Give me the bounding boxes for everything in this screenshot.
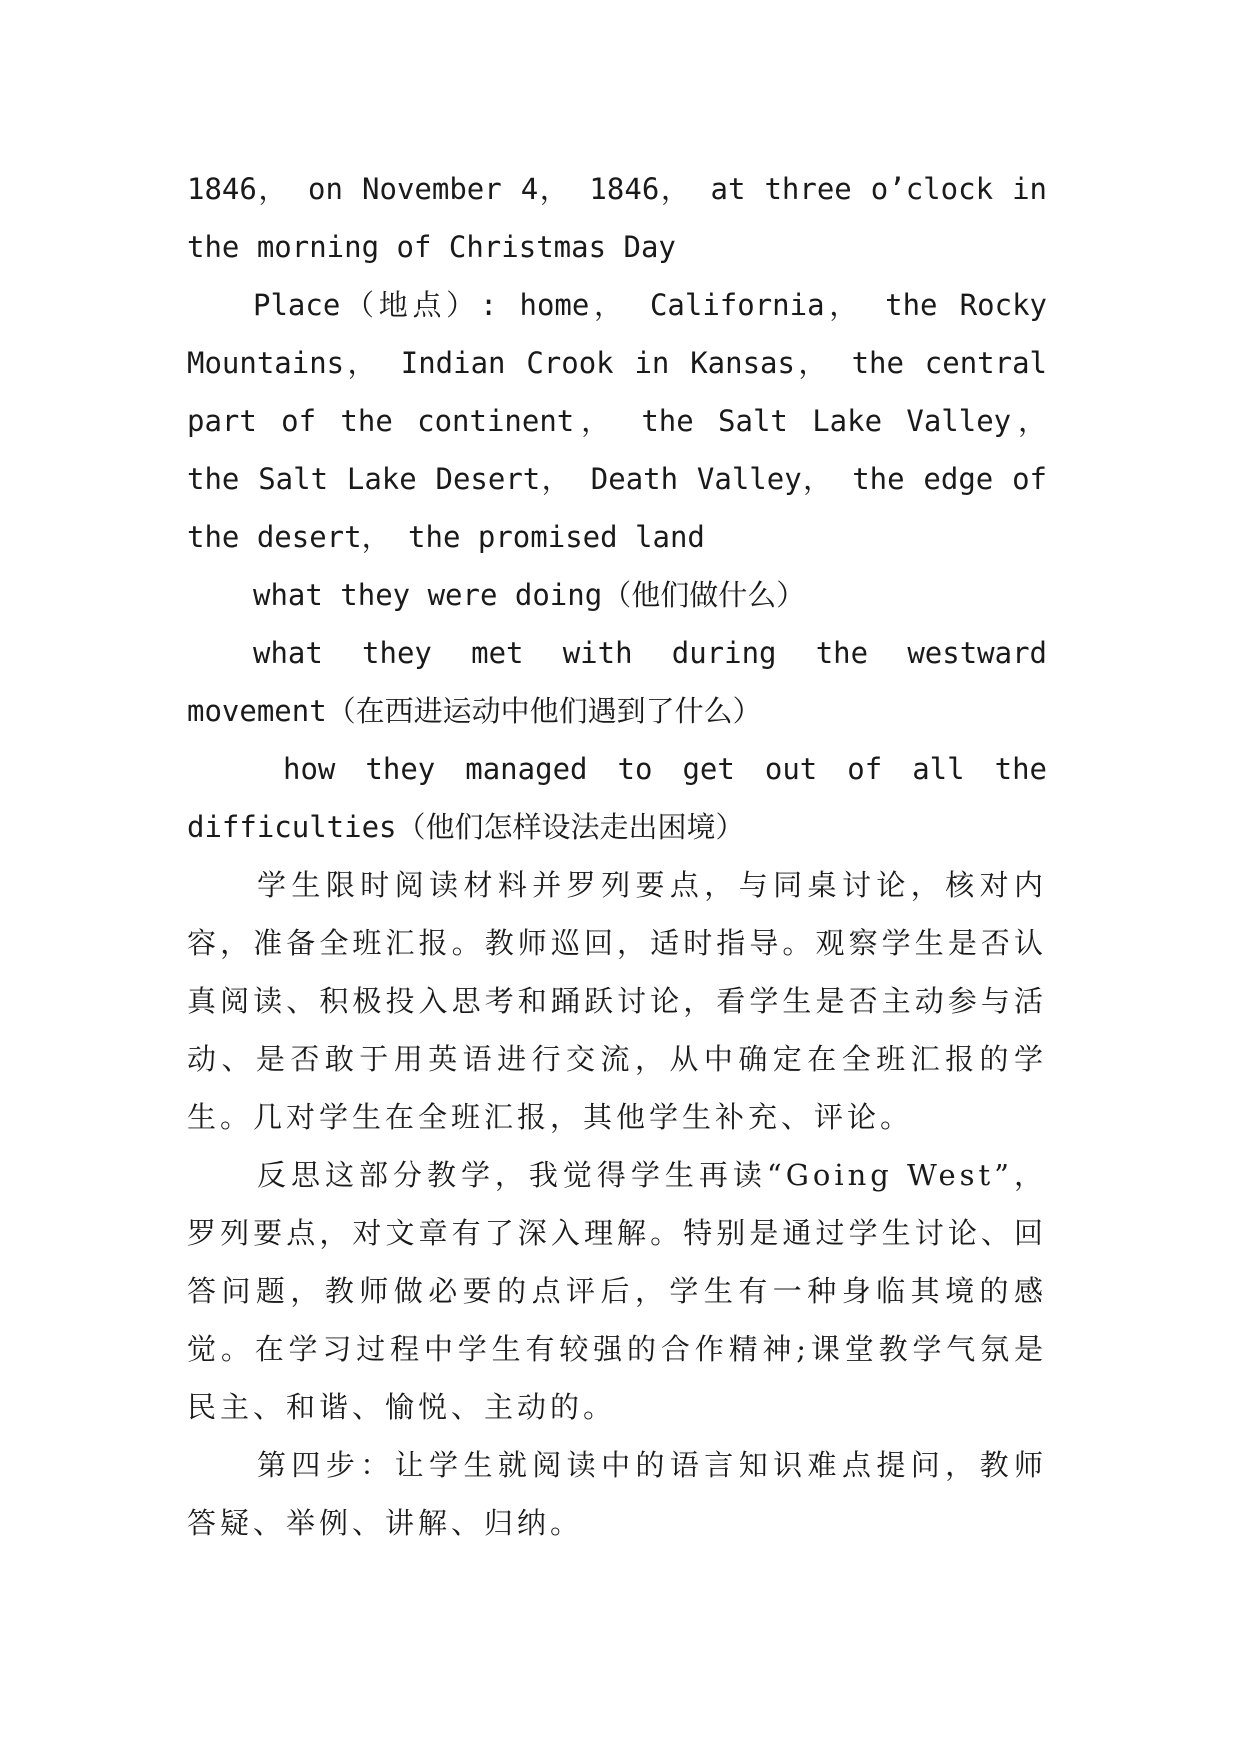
paragraph-student-reading: 学生限时阅读材料并罗列要点，与同桌讨论，核对内容，准备全班汇报。教师巡回，适时指导。观察学生是否认真阅读、积极投入思考和踊跃讨论，看学生是否主动参与活动、是否敢于用英语进行交流，从中确定在全班汇报的学生。几对学生在全班汇报，其他学生补充、评论。 (187, 868, 1047, 1134)
paragraph-step-four: 第四步：让学生就阅读中的语言知识难点提问，教师答疑、举例、讲解、归纳。 (187, 1448, 1047, 1540)
paragraph-how-managed: how they managed to get out of all the difficulties（他们怎样设法走出困境） (187, 752, 1047, 844)
paragraph-what-met: what they met with during the westward movement（在西进运动中他们遇到了什么） (187, 636, 1047, 728)
paragraph-time: 1846， on November 4， 1846， at three o’clock in the morning of Christmas Day (187, 172, 1047, 264)
paragraph-what-doing: what they were doing（他们做什么） (253, 578, 806, 612)
document-body (187, 160, 1047, 1552)
paragraph-place: Place（地点）: home， California， the Rocky Mountains， Indian Crook in Kansas， the central part of the continent， the Salt Lake Valley， the Salt Lake Desert， Death Valley， the edge of the desert， the promised land (187, 288, 1047, 554)
paragraph-reflection: 反思这部分教学，我觉得学生再读“Going West”， 罗列要点，对文章有了深入理解。特别是通过学生讨论、回答问题，教师做必要的点评后，学生有一种身临其境的感觉。在学习过程中学生有较强的合作精神;课堂教学气氛是民主、和谐、愉悦、主动的。 (187, 1158, 1047, 1424)
